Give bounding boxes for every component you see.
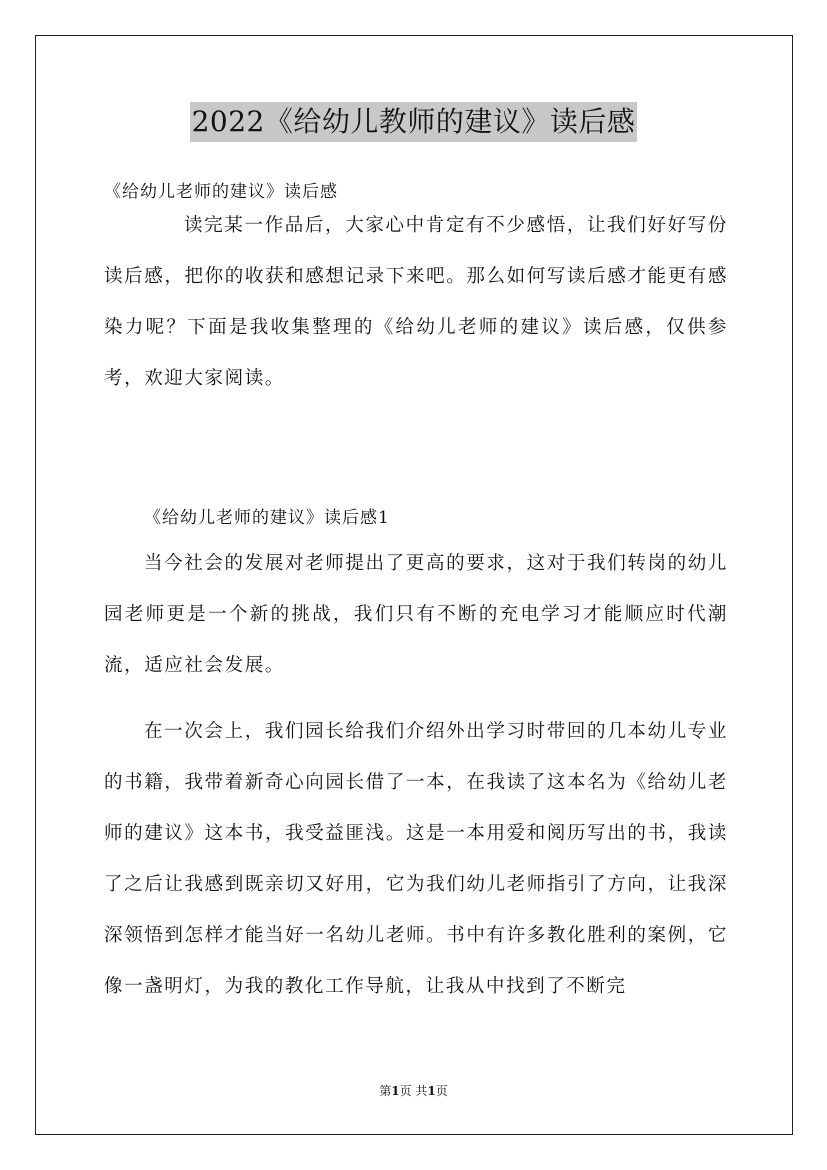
title-container	[0, 102, 827, 142]
body-paragraph-2: 在一次会上，我们园长给我们介绍外出学习时带回的几本幼儿专业的书籍，我带着新奇心向园长借了一本，在我读了这本名为《给幼儿老师的建议》这本书，我受益匪浅。这是一本用爱和阅历写出的书，我读了之后让我感到既亲切又好用，它为我们幼儿老师指引了方向，让我深深领悟到怎样才能当好一名幼儿老师。书中有许多教化胜利的案例，它像一盏明灯，为我的教化工作导航，让我从中找到了不断完	[104, 721, 728, 997]
footer-page-suffix: 页	[435, 1084, 448, 1098]
page-footer	[0, 1083, 827, 1099]
section-heading: 《给幼儿老师的建议》读后感1	[144, 508, 390, 528]
document-title: 2022《给幼儿教师的建议》读后感	[190, 102, 638, 142]
footer-page-total: 1	[427, 1084, 436, 1098]
footer-page-prefix: 第	[379, 1084, 392, 1098]
intro-paragraph: 读完某一作品后，大家心中肯定有不少感悟，让我们好好写份读后感，把你的收获和感想记录下来吧。那么如何写读后感才能更有感染力呢？下面是我收集整理的《给幼儿老师的建议》读后感，仅供参考，欢迎大家阅读。	[104, 215, 728, 389]
document-subtitle: 《给幼儿老师的建议》读后感	[104, 182, 338, 202]
footer-page-current: 1	[391, 1084, 400, 1098]
body-paragraph-1: 当今社会的发展对老师提出了更高的要求，这对于我们转岗的幼儿园老师更是一个新的挑战，我们只有不断的充电学习才能顺应时代潮流，适应社会发展。	[104, 553, 728, 676]
footer-page-mid: 页 共	[399, 1084, 428, 1098]
